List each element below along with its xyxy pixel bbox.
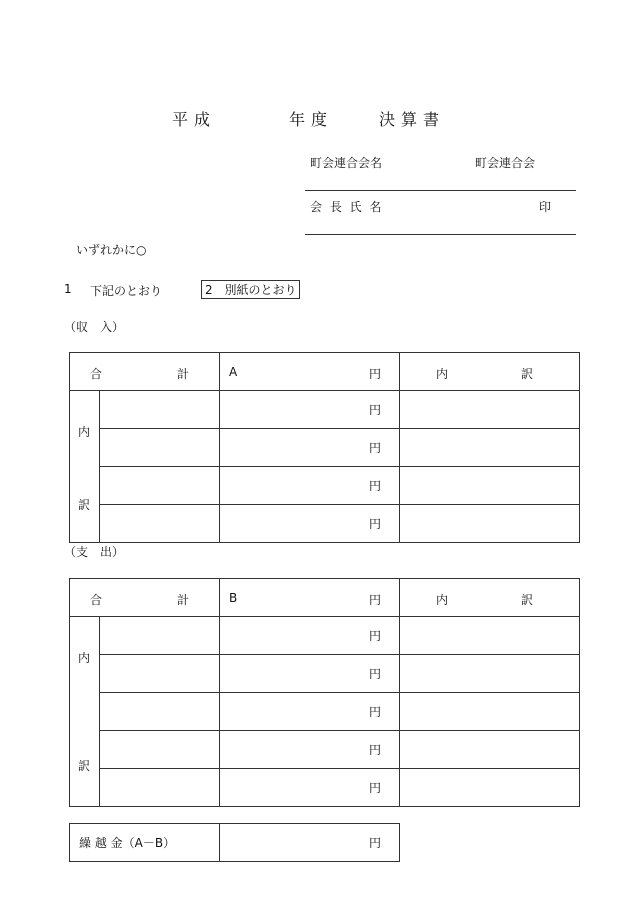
expense-side-char2: 訳	[78, 759, 91, 773]
expense-item-cell	[100, 655, 220, 693]
expense-item-cell	[100, 693, 220, 731]
title-era: 平成	[172, 110, 217, 129]
income-total-row	[70, 353, 580, 391]
income-total-char1: 合	[90, 367, 103, 381]
income-breakdown-char1: 内	[436, 367, 449, 381]
expense-total-letter: B	[229, 591, 238, 605]
expense-heading: （支 出）	[64, 545, 125, 559]
expense-total-char2: 計	[177, 593, 190, 607]
org-value: 町会連合会	[475, 156, 536, 170]
income-total-char2: 計	[177, 367, 190, 381]
carry-over-row	[70, 824, 400, 862]
income-item-cell	[100, 505, 220, 543]
expense-amount-cell: 円	[220, 769, 400, 807]
expense-item-cell	[100, 617, 220, 655]
income-row	[70, 429, 580, 467]
expense-row	[70, 693, 580, 731]
expense-amount-cell: 円	[220, 655, 400, 693]
expense-note-cell	[400, 617, 580, 655]
option-2-box: 2 別紙のとおり	[201, 280, 300, 299]
chief-underline	[305, 234, 576, 235]
income-heading: （収 入）	[64, 320, 125, 334]
title-year: 年度	[289, 110, 334, 129]
expense-row	[70, 617, 580, 655]
chief-label: 会 長 氏 名	[310, 200, 384, 214]
income-side-char1: 内	[78, 425, 91, 439]
income-note-cell	[400, 429, 580, 467]
expense-total-row	[70, 579, 580, 617]
income-row	[70, 505, 580, 543]
income-note-cell	[400, 505, 580, 543]
expense-amount-cell: 円	[220, 693, 400, 731]
income-row	[70, 391, 580, 429]
income-total-amount-cell	[220, 353, 400, 391]
income-item-cell	[100, 467, 220, 505]
expense-total-yen: 円	[368, 593, 381, 607]
expense-breakdown-char2: 訳	[521, 593, 534, 607]
income-row	[70, 467, 580, 505]
expense-breakdown-header	[400, 579, 580, 617]
org-underline	[305, 190, 576, 191]
income-table	[69, 352, 580, 543]
expense-item-cell	[100, 731, 220, 769]
expense-breakdown-char1: 内	[436, 593, 449, 607]
org-label: 町会連合会名	[310, 156, 383, 170]
income-total-yen: 円	[368, 367, 381, 381]
expense-row	[70, 655, 580, 693]
income-breakdown-char2: 訳	[521, 367, 534, 381]
expense-amount-cell: 円	[220, 617, 400, 655]
income-note-cell	[400, 391, 580, 429]
carry-over-table	[69, 823, 400, 862]
expense-side-label-cell	[70, 617, 100, 807]
expense-table	[69, 578, 580, 807]
income-item-cell	[100, 391, 220, 429]
income-amount-cell: 円	[220, 391, 400, 429]
expense-row	[70, 769, 580, 807]
income-side-char2: 訳	[78, 498, 91, 512]
carry-over-amount-cell: 円	[220, 824, 400, 862]
expense-note-cell	[400, 731, 580, 769]
income-total-label-cell	[70, 353, 220, 391]
expense-row	[70, 731, 580, 769]
carry-over-label: 繰 越 金（A－B）	[70, 824, 220, 862]
expense-total-char1: 合	[90, 593, 103, 607]
expense-note-cell	[400, 693, 580, 731]
expense-item-cell	[100, 769, 220, 807]
income-side-label-cell	[70, 391, 100, 543]
title-doc: 決算書	[379, 110, 446, 129]
expense-total-amount-cell	[220, 579, 400, 617]
seal-mark: 印	[539, 200, 552, 214]
expense-side-char1: 内	[78, 651, 91, 665]
expense-total-label-cell	[70, 579, 220, 617]
income-amount-cell: 円	[220, 429, 400, 467]
option-1-text: 下記のとおり	[90, 284, 163, 298]
expense-amount-cell: 円	[220, 731, 400, 769]
income-breakdown-header	[400, 353, 580, 391]
expense-note-cell	[400, 655, 580, 693]
expense-note-cell	[400, 769, 580, 807]
income-total-letter: A	[229, 365, 238, 379]
income-amount-cell: 円	[220, 505, 400, 543]
choice-label: いずれかに○	[76, 243, 147, 257]
income-amount-cell: 円	[220, 467, 400, 505]
option-1-number: 1	[64, 282, 72, 296]
income-note-cell	[400, 467, 580, 505]
income-item-cell	[100, 429, 220, 467]
